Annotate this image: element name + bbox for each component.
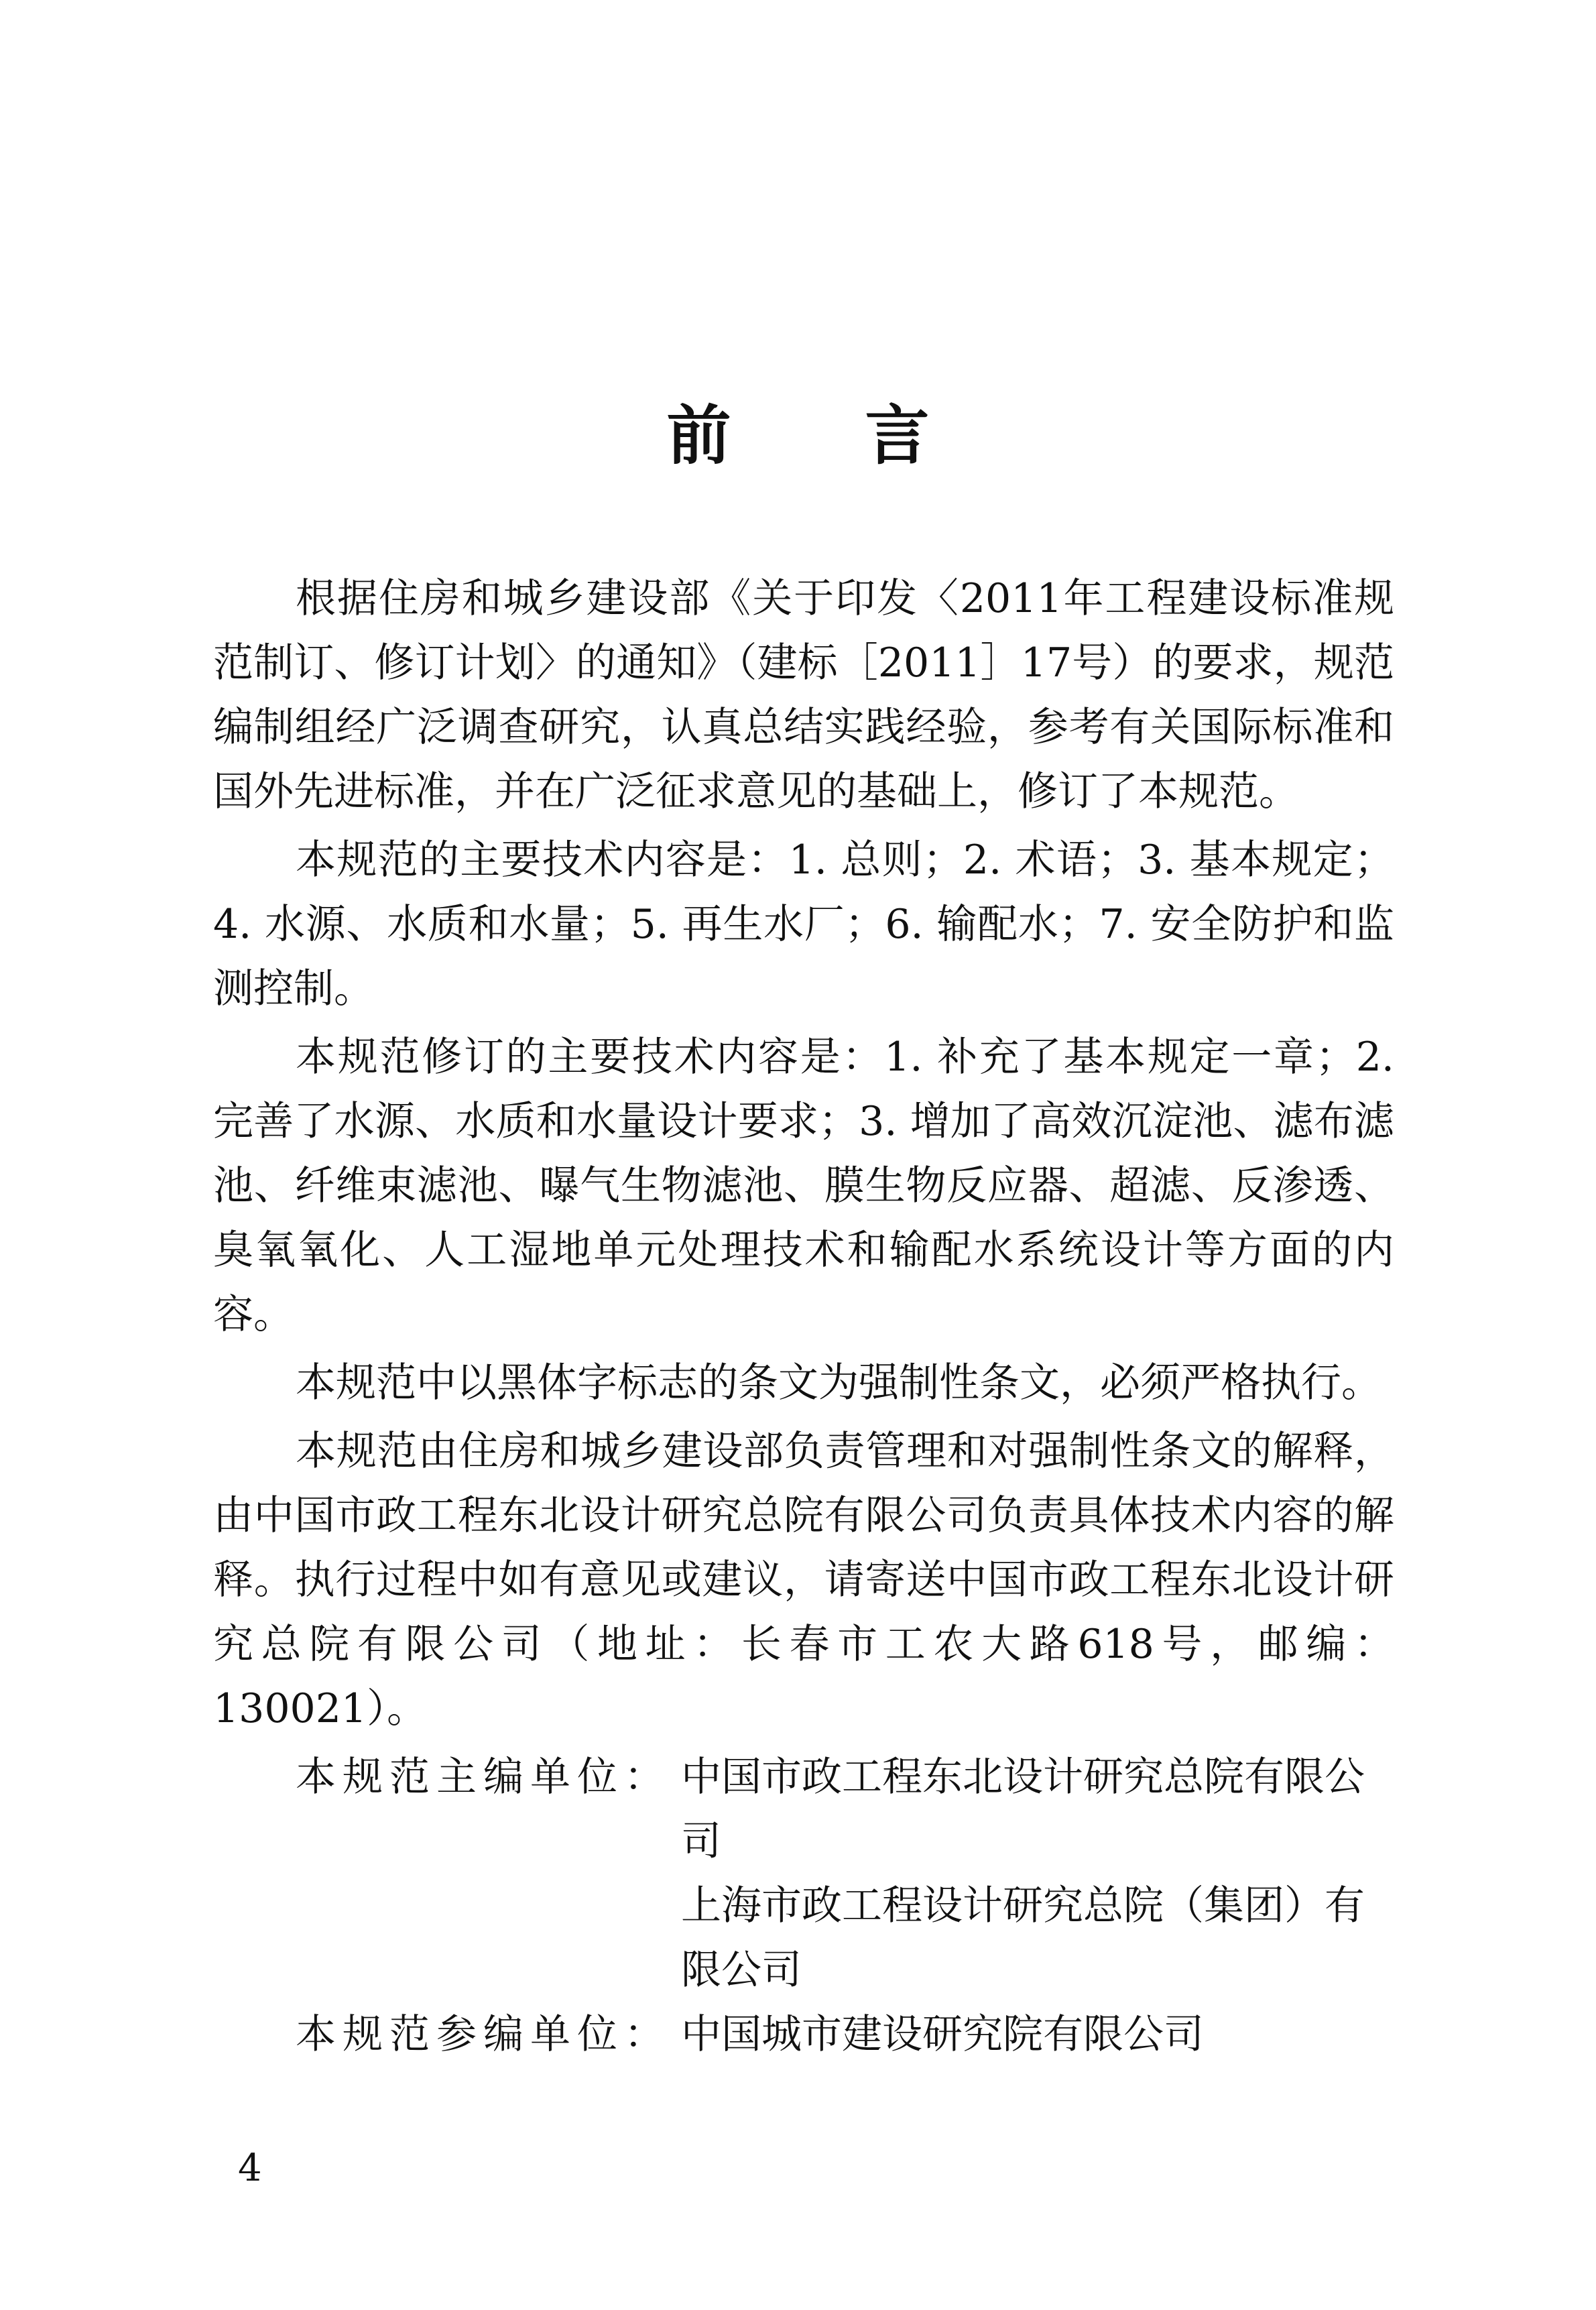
preface-body [213, 566, 1394, 2067]
chief-unit: 中国市政工程东北设计研究总院有限公司 [681, 1754, 1365, 1865]
paragraph-revision-contents: 本规范修订的主要技术内容是：1. 补充了基本规定一章；2. 完善了水源、水质和水量设计要求；3. 增加了高效沉淀池、滤布滤池、纤维束滤池、曝气生物滤池、膜生物反应器、超滤、反渗透、臭氧氧化、人工湿地单元处理技术和输配水系统设计等方面的内容。 [213, 1034, 1394, 1338]
chief-units-label: 本规范主编单位： [296, 1754, 671, 1801]
paragraph-main-contents: 本规范的主要技术内容是：1. 总则；2. 术语；3. 基本规定；4. 水源、水质和水量；5. 再生水厂；6. 输配水；7. 安全防护和监测控制。 [213, 837, 1394, 1012]
participating-unit: 中国城市建设研究院有限公司 [681, 2011, 1204, 2058]
participating-units-row [213, 2002, 1394, 2067]
chief-unit: 上海市政工程设计研究总院（集团）有限公司 [681, 1882, 1365, 1994]
drafting-units [213, 1745, 1394, 2067]
paragraph-basis: 根据住房和城乡建设部《关于印发〈2011年工程建设标准规范制订、修订计划〉的通知》（建标［2011］17号）的要求，规范编制组经广泛调查研究，认真总结实践经验，参考有关国际标准和国外先进标准，并在广泛征求意见的基础上，修订了本规范。 [213, 575, 1394, 815]
chief-units-row [213, 1745, 1394, 2002]
paragraph-management: 本规范由住房和城乡建设部负责管理和对强制性条文的解释，由中国市政工程东北设计研究总院有限公司负责具体技术内容的解释。执行过程中如有意见或建议，请寄送中国市政工程东北设计研究总院有限公司（地址：长春市工农大路618号，邮编：130021）。 [213, 1428, 1394, 1732]
page-title: 前言 [666, 398, 1064, 473]
participating-units-list [681, 2002, 1394, 2067]
paragraph-mandatory-clauses: 本规范中以黑体字标志的条文为强制性条文，必须严格执行。 [296, 1359, 1382, 1406]
chief-units-list [681, 1745, 1394, 2002]
participating-units-label: 本规范参编单位： [296, 2011, 671, 2058]
page-number: 4 [238, 2146, 262, 2190]
